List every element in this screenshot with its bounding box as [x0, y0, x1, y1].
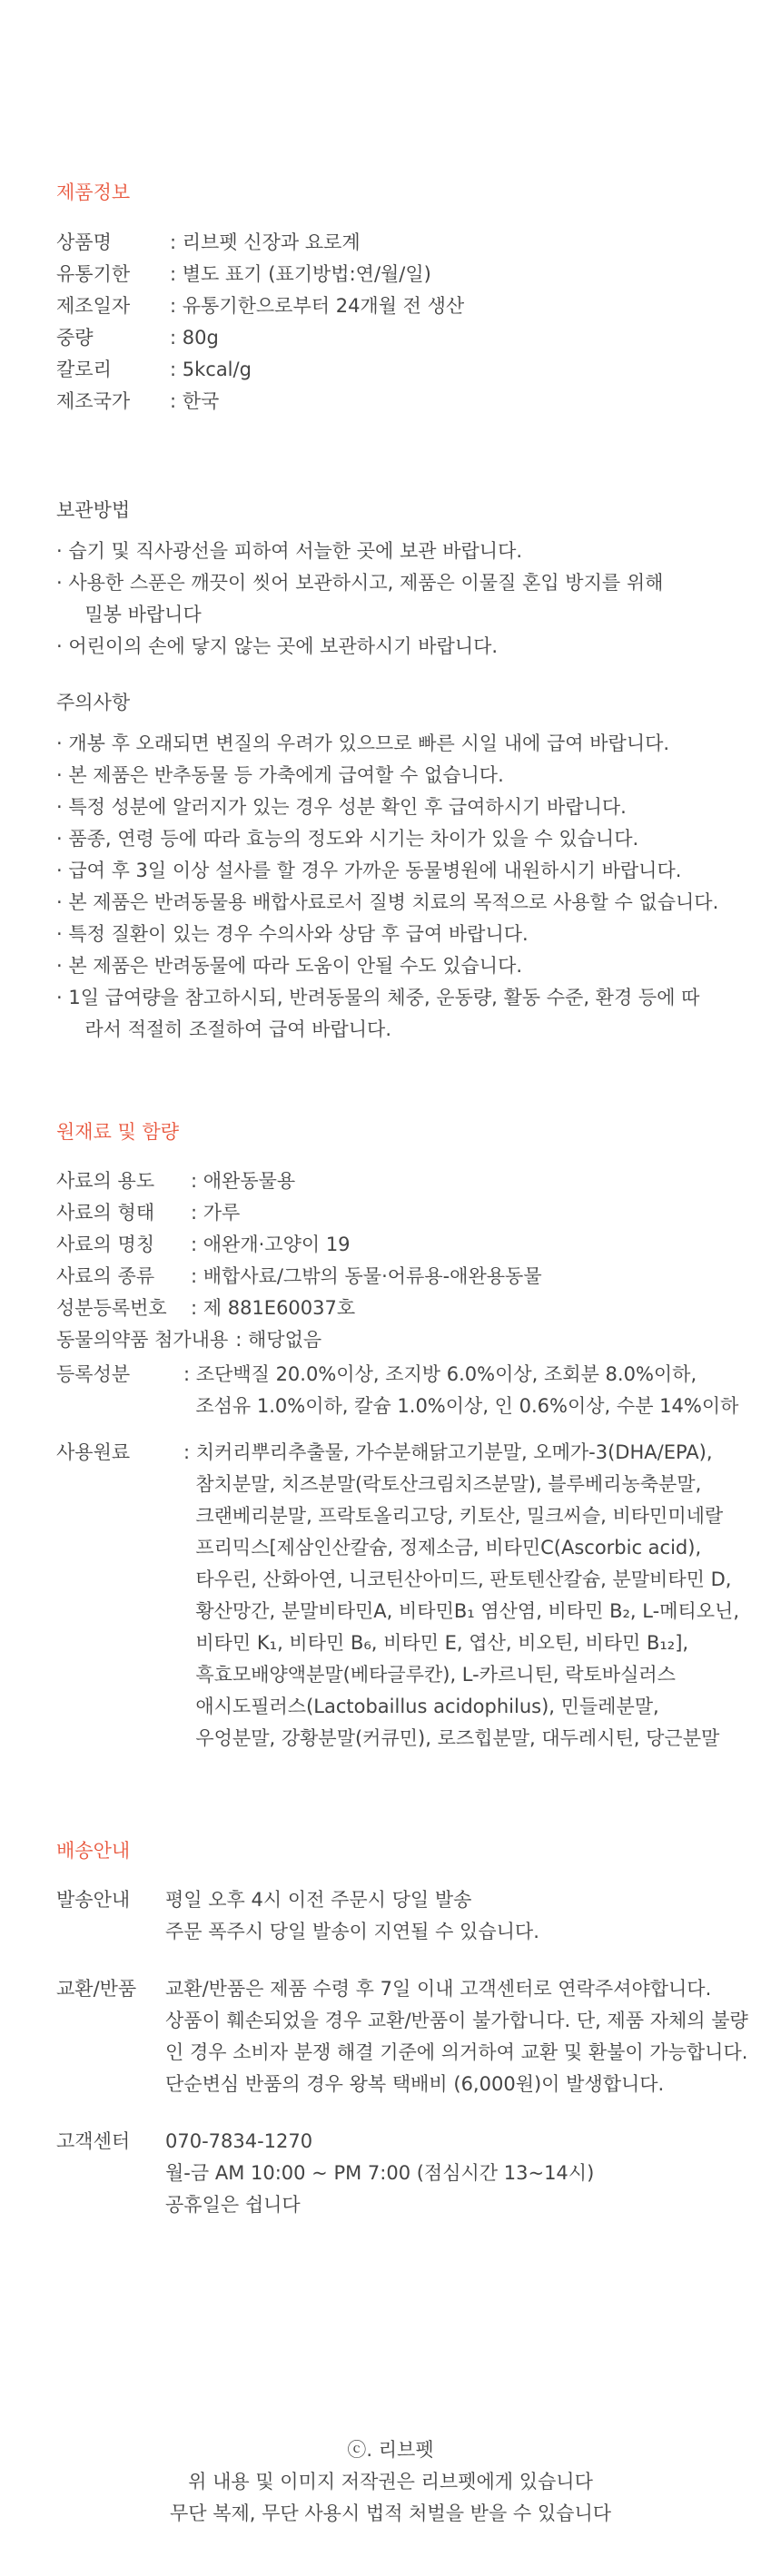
- row-key: 동물의약품 첨가내용: [56, 1329, 229, 1351]
- shipping-line: 인 경우 소비자 분쟁 해결 기준에 의거하여 교환 및 환불이 가능합니다.: [165, 2041, 748, 2063]
- phone-number[interactable]: 070-7834-1270: [165, 2130, 313, 2152]
- row-key: 사료의 명칭: [56, 1234, 155, 1255]
- ingredients-title: 원재료 및 함량: [56, 1121, 180, 1143]
- shipping-line: 월-금 AM 10:00 ~ PM 7:00 (점심시간 13~14시): [165, 2162, 595, 2184]
- list-item: 라서 적절히 조절하여 급여 바랍니다.: [73, 1018, 392, 1040]
- shipping-key: 발송안내: [56, 1889, 131, 1911]
- list-item: · 급여 후 3일 이상 설사를 할 경우 가까운 동물병원에 내원하시기 바랍니다.: [56, 860, 682, 881]
- ingredients-row: [56, 1197, 542, 1229]
- raw-line: 우엉분말, 강황분말(커큐민), 로즈힙분말, 대두레시틴, 당근분말: [183, 1727, 720, 1749]
- row-value: : 애완동물용: [191, 1170, 296, 1192]
- row-key: 유통기한: [56, 263, 131, 285]
- row-key: 성분등록번호: [56, 1297, 167, 1319]
- shipping-values: [165, 1884, 539, 1948]
- list-item: · 본 제품은 반려동물용 배합사료로서 질병 치료의 목적으로 사용할 수 없습니다.: [56, 891, 719, 913]
- list-item: · 사용한 스푼은 깨끗이 씻어 보관하시고, 제품은 이물질 혼입 방지를 위해: [56, 572, 664, 594]
- raw-line: : 치커리뿌리추출물, 가수분해닭고기분말, 오메가-3(DHA/EPA),: [183, 1441, 713, 1463]
- copyright-line: 위 내용 및 이미지 저작권은 리브펫에게 있습니다: [188, 2471, 593, 2492]
- raw-line: 비타민 K₁, 비타민 B₆, 비타민 E, 엽산, 비오틴, 비타민 B₁₂],: [183, 1632, 689, 1654]
- product-info-table: [56, 227, 464, 418]
- row-key: 상품명: [56, 231, 112, 253]
- ingredients-row: [56, 1261, 542, 1293]
- list-item: · 1일 급여량을 참고하시되, 반려동물의 체중, 운동량, 활동 수준, 환경 등에 따: [56, 987, 700, 1008]
- raw-line: 흑효모배양액분말(베타글루칸), L-카르니틴, 락토바실러스: [183, 1664, 676, 1686]
- raw-line: 애시도필러스(Lactobaillus acidophilus), 민들레분말,: [183, 1696, 659, 1717]
- cautions-title: 주의사항: [56, 692, 131, 713]
- list-item: · 특정 성분에 알러지가 있는 경우 성분 확인 후 급여하시기 바랍니다.: [56, 796, 627, 818]
- list-item: · 특정 질환이 있는 경우 수의사와 상담 후 급여 바랍니다.: [56, 923, 529, 945]
- row-value: : 배합사료/그밖의 동물·어류용-애완용동물: [191, 1265, 542, 1287]
- row-value: : 80g: [170, 327, 219, 349]
- raw-line: 타우린, 산화아연, 니코틴산아미드, 판토텐산칼슘, 분말비타민 D,: [183, 1568, 732, 1590]
- raw-values: [183, 1437, 739, 1755]
- product-info-row: [56, 227, 464, 259]
- storage-list: [56, 536, 765, 663]
- list-item: · 본 제품은 반려동물에 따라 도움이 안될 수도 있습니다.: [56, 955, 523, 977]
- list-item: · 품종, 연령 등에 따라 효능의 정도와 시기는 차이가 있을 수 있습니다.: [56, 828, 639, 850]
- list-item: · 습기 및 직사광선을 피하여 서늘한 곳에 보관 바랍니다.: [56, 540, 523, 562]
- ingredients-row: [56, 1229, 542, 1261]
- ingredients-table: [56, 1165, 542, 1356]
- copyright-footer: [0, 2434, 781, 2530]
- raw-materials: [56, 1437, 739, 1755]
- row-value: : 한국: [170, 390, 220, 412]
- raw-line: 황산망간, 분말비타민A, 비타민B₁ 염산염, 비타민 B₂, L-메티오닌,: [183, 1600, 739, 1622]
- shipping-key: 교환/반품: [56, 1978, 137, 2000]
- raw-line: 프리믹스[제삼인산칼슘, 정제소금, 비타민C(Ascorbic acid),: [183, 1537, 702, 1558]
- row-value: : 별도 표기 (표기방법:연/월/일): [170, 263, 431, 285]
- product-info-row: [56, 322, 464, 354]
- row-value: : 리브펫 신장과 요로계: [170, 231, 361, 253]
- product-info-row: [56, 259, 464, 290]
- product-info-row: [56, 386, 464, 418]
- row-value: : 해당없음: [235, 1329, 322, 1351]
- ingredients-row: [56, 1165, 542, 1197]
- product-info-row: [56, 354, 464, 386]
- raw-line: 참치분말, 치즈분말(락토산크림치즈분말), 블루베리농축분말,: [183, 1473, 702, 1495]
- shipping-line: 공휴일은 쉽니다: [165, 2194, 301, 2216]
- list-item: 밀봉 바랍니다: [73, 604, 202, 625]
- row-key: 제조국가: [56, 390, 131, 412]
- cautions-list: [56, 728, 765, 1046]
- shipping-line: 평일 오후 4시 이전 주문시 당일 발송: [165, 1889, 472, 1911]
- row-value: : 유통기한으로부터 24개월 전 생산: [170, 295, 465, 317]
- product-info-row: [56, 290, 464, 322]
- shipping-customer-center: [56, 2126, 594, 2221]
- shipping-values: [165, 2126, 594, 2221]
- registered-ingredients: [56, 1359, 738, 1422]
- ingredients-row: [56, 1324, 542, 1356]
- shipping-line: 상품이 훼손되었을 경우 교환/반품이 불가합니다. 단, 제품 자체의 불량: [165, 2010, 748, 2031]
- shipping-title: 배송안내: [56, 1840, 131, 1862]
- copyright-line: 무단 복제, 무단 사용시 법적 처벌을 받을 수 있습니다: [169, 2502, 612, 2524]
- shipping-key: 고객센터: [56, 2130, 131, 2152]
- raw-key: 사용원료: [56, 1441, 131, 1463]
- raw-line: 크랜베리분말, 프락토올리고당, 키토산, 밀크씨슬, 비타민미네랄: [183, 1505, 724, 1527]
- row-key: 사료의 형태: [56, 1202, 155, 1224]
- row-value: : 제 881E60037호: [191, 1297, 356, 1319]
- storage-title: 보관방법: [56, 499, 131, 521]
- copyright-line: ⓒ. 리브펫: [347, 2439, 434, 2461]
- registered-key: 등록성분: [56, 1363, 131, 1385]
- list-item: · 어린이의 손에 닿지 않는 곳에 보관하시기 바랍니다.: [56, 635, 499, 657]
- shipping-line: 주문 폭주시 당일 발송이 지연될 수 있습니다.: [165, 1921, 539, 1942]
- row-key: 중량: [56, 327, 94, 349]
- row-value: : 애완개·고양이 19: [191, 1234, 351, 1255]
- shipping-line: 단순변심 반품의 경우 왕복 택배비 (6,000원)이 발생합니다.: [165, 2073, 665, 2095]
- row-key: 사료의 용도: [56, 1170, 155, 1192]
- list-item: · 개봉 후 오래되면 변질의 우려가 있으므로 빠른 시일 내에 급여 바랍니다.: [56, 732, 670, 754]
- shipping-values: [165, 1973, 748, 2100]
- shipping-dispatch: [56, 1884, 539, 1948]
- registered-line: : 조단백질 20.0%이상, 조지방 6.0%이상, 조회분 8.0%이하,: [183, 1363, 697, 1385]
- registered-line: 조섬유 1.0%이하, 칼슘 1.0%이상, 인 0.6%이상, 수분 14%이하: [183, 1395, 739, 1417]
- shipping-returns: [56, 1973, 748, 2100]
- registered-values: [183, 1359, 738, 1422]
- list-item: · 본 제품은 반추동물 등 가축에게 급여할 수 없습니다.: [56, 764, 504, 786]
- row-key: 칼로리: [56, 359, 112, 380]
- product-info-title: 제품정보: [56, 182, 131, 203]
- row-value: : 가루: [191, 1202, 241, 1224]
- row-value: : 5kcal/g: [170, 359, 252, 380]
- shipping-line: 교환/반품은 제품 수령 후 7일 이내 고객센터로 연락주셔야합니다.: [165, 1978, 712, 2000]
- ingredients-row: [56, 1293, 542, 1324]
- row-key: 제조일자: [56, 295, 131, 317]
- row-key: 사료의 종류: [56, 1265, 155, 1287]
